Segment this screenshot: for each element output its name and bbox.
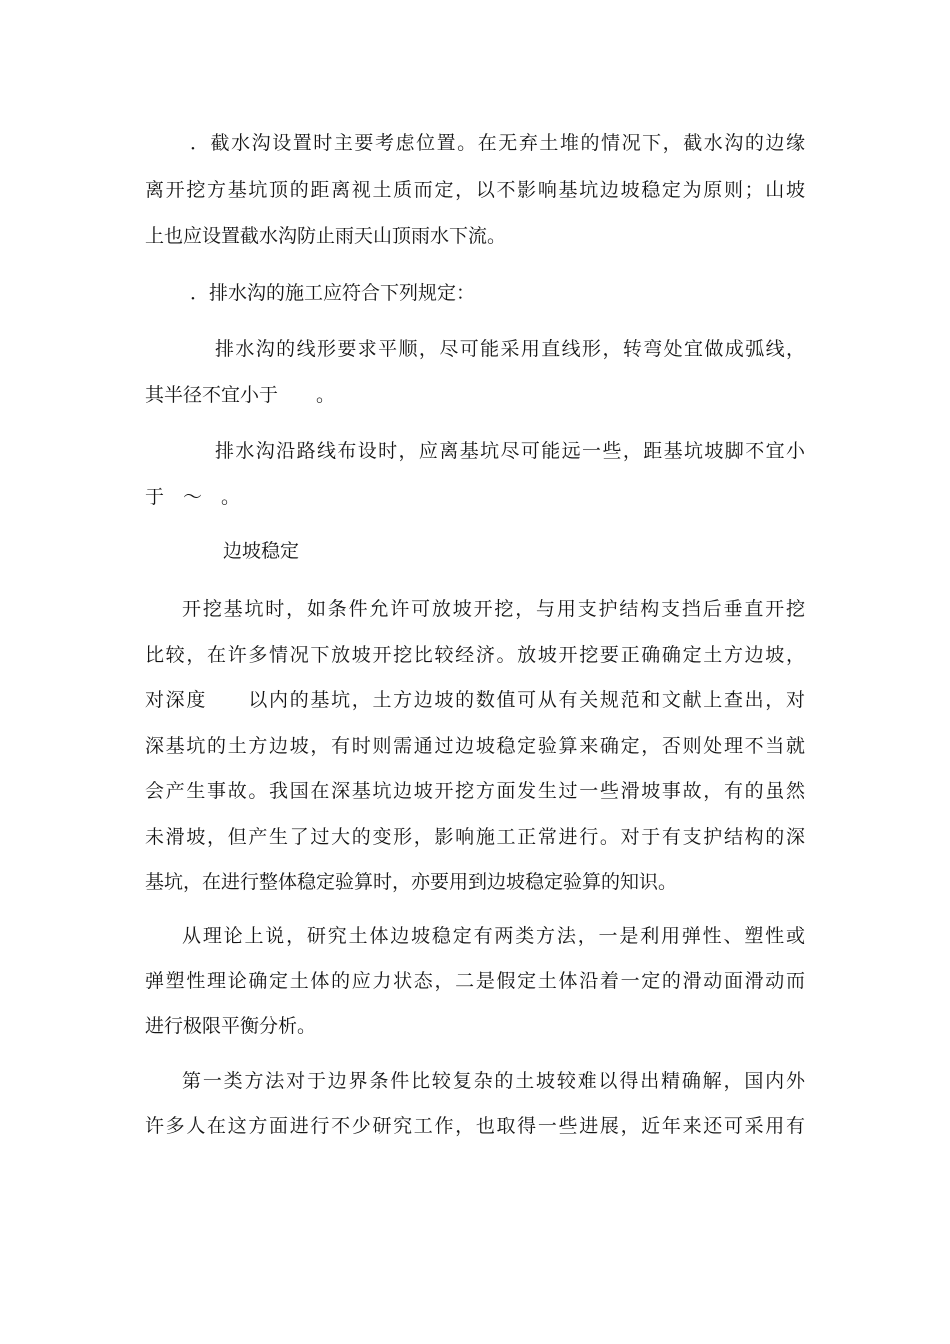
paragraph-line: 从理论上说，研究土体边坡稳定有两类方法，一是利用弹性、塑性或 — [182, 925, 805, 947]
section-heading: 边坡稳定 — [223, 540, 300, 562]
paragraph-line: 会产生事故。我国在深基坑边坡开挖方面发生过一些滑坡事故，有的虽然 — [145, 780, 805, 802]
paragraph-line: 深基坑的土方边坡，有时则需通过边坡稳定验算来确定，否则处理不当就 — [145, 735, 805, 757]
paragraph-line: 基坑，在进行整体稳定验算时，亦要用到边坡稳定验算的知识。 — [145, 871, 678, 893]
paragraph-line: 排水沟沿路线布设时，应离基坑尽可能远一些，距基坑坡脚不宜小 — [215, 440, 805, 462]
paragraph-line: 第一类方法对于边界条件比较复杂的土坡较难以得出精确解，国内外 — [182, 1070, 805, 1092]
paragraph-line: 离开挖方基坑顶的距离视土质而定，以不影响基坑边坡稳定为原则；山坡 — [145, 179, 805, 201]
paragraph-line: ．排水沟的施工应符合下列规定： — [190, 282, 476, 304]
paragraph-line: 开挖基坑时，如条件允许可放坡开挖，与用支护结构支挡后垂直开挖 — [182, 598, 805, 620]
paragraph-line: 弹塑性理论确定土体的应力状态，二是假定土体沿着一定的滑动面滑动而 — [145, 970, 805, 992]
paragraph-line: 上也应设置截水沟防止雨天山顶雨水下流。 — [145, 225, 507, 247]
paragraph-line: 于 ～ 。 — [145, 486, 241, 508]
paragraph-line: 进行极限平衡分析。 — [145, 1015, 317, 1037]
paragraph-line: 许多人在这方面进行不少研究工作，也取得一些进展，近年来还可采用有 — [145, 1115, 805, 1137]
paragraph-line: 对深度 以内的基坑，土方边坡的数值可从有关规范和文献上查出，对 — [145, 689, 805, 711]
paragraph-line: 未滑坡，但产生了过大的变形，影响施工正常进行。对于有支护结构的深 — [145, 826, 805, 848]
paragraph-line: 排水沟的线形要求平顺，尽可能采用直线形，转弯处宜做成弧线， — [215, 338, 805, 360]
paragraph-line: ．截水沟设置时主要考虑位置。在无弃土堆的情况下，截水沟的边缘 — [190, 132, 805, 154]
paragraph-line: 其半径不宜小于 。 — [145, 384, 336, 406]
paragraph-line: 比较，在许多情况下放坡开挖比较经济。放坡开挖要正确确定土方边坡， — [145, 644, 805, 666]
